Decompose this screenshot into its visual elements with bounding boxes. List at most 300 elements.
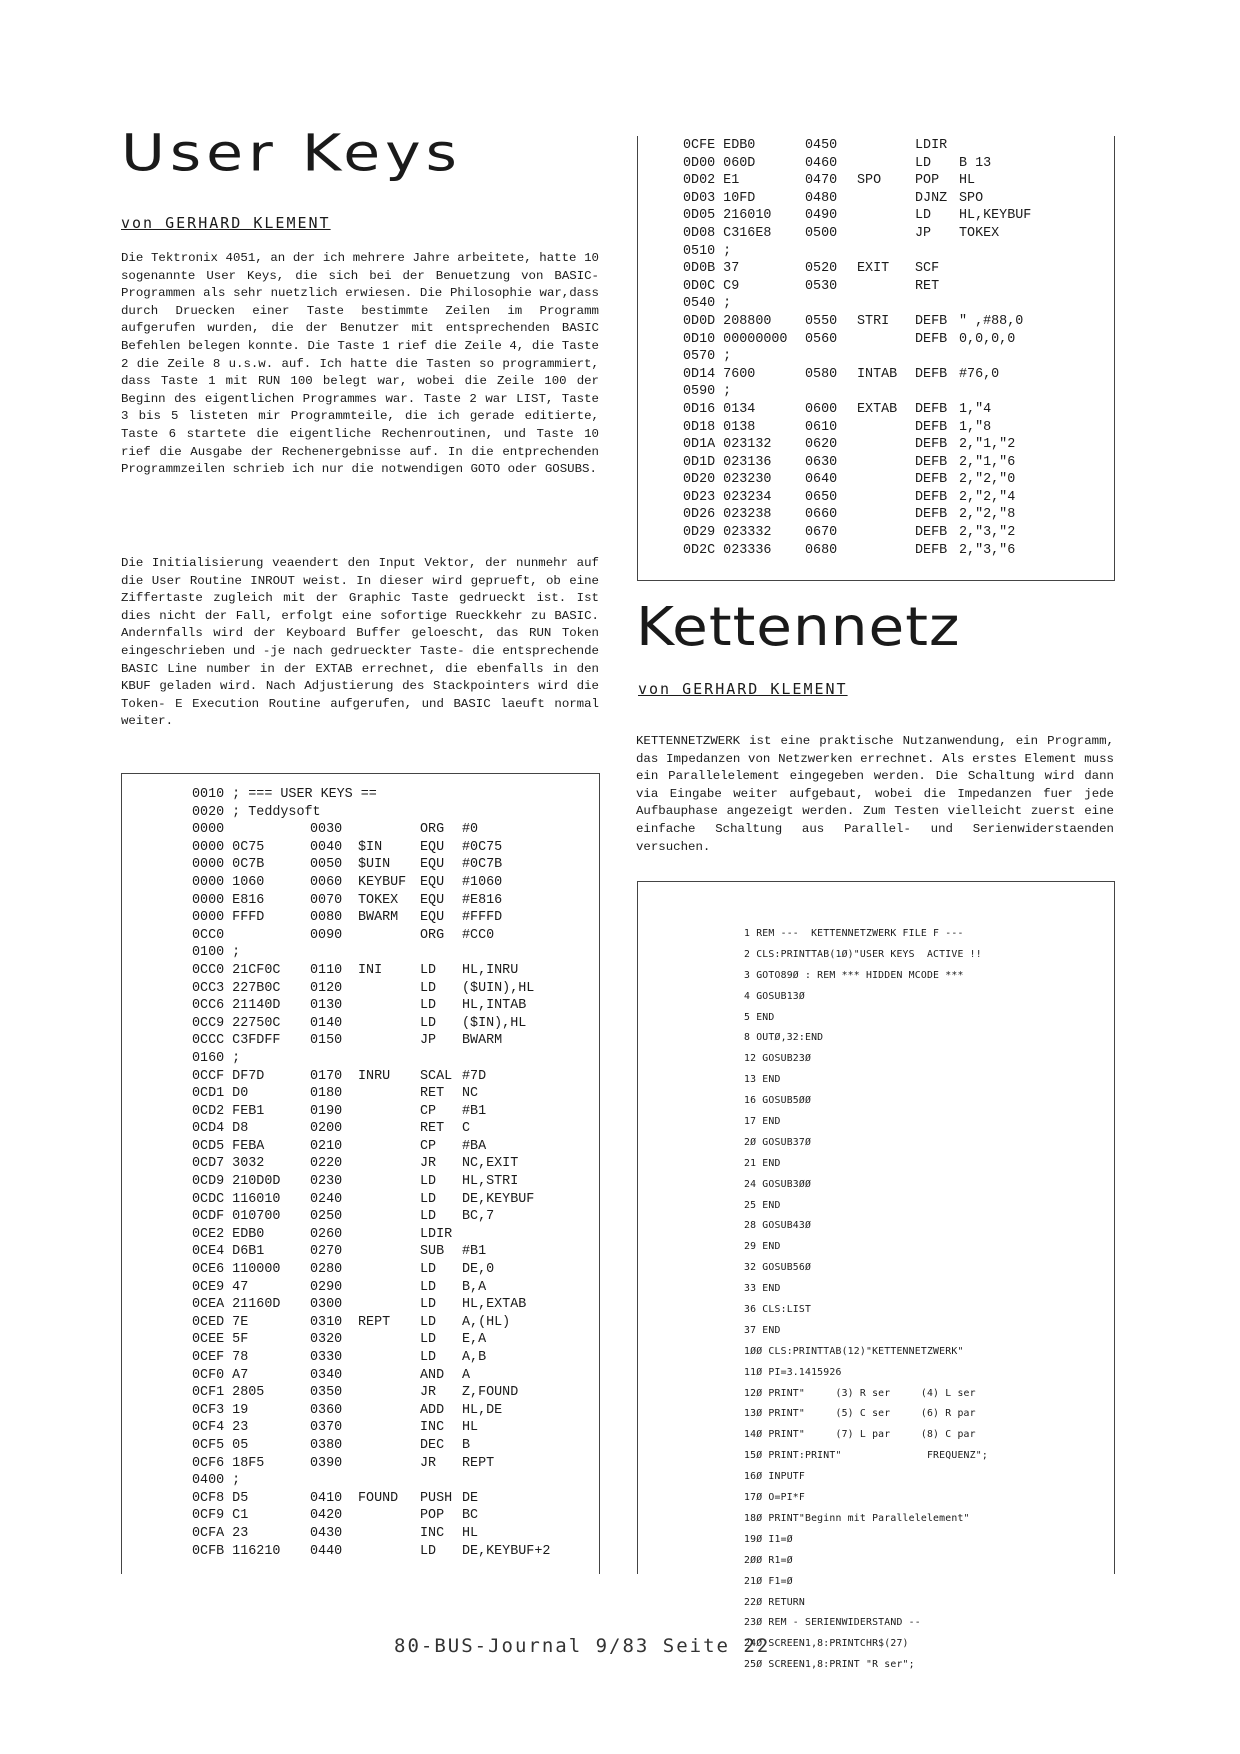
code-line-number: 0230 bbox=[310, 1174, 343, 1190]
code-label: REPT bbox=[358, 1314, 391, 1330]
code-comment: 0590 ; bbox=[683, 384, 732, 400]
code-operand: BC,7 bbox=[462, 1209, 495, 1225]
code-address: 0CED 7E bbox=[192, 1314, 249, 1330]
code-line-number: 0340 bbox=[310, 1367, 343, 1383]
code-line-number: 0090 bbox=[310, 927, 343, 943]
code-line bbox=[192, 1473, 592, 1491]
code-label bbox=[358, 1438, 420, 1456]
code-label: TOKEX bbox=[358, 892, 399, 908]
code-line bbox=[192, 1280, 592, 1298]
code-line bbox=[192, 1315, 592, 1333]
code-line-number: 0470 bbox=[805, 173, 838, 189]
code-operand: HL bbox=[462, 1420, 479, 1436]
code-line-number: 0060 bbox=[310, 874, 343, 890]
code-line-number: 0130 bbox=[310, 998, 343, 1014]
code-operand: #0 bbox=[462, 822, 479, 838]
code-operand: B,A bbox=[462, 1279, 487, 1295]
code-line bbox=[683, 156, 1103, 174]
code-line-number: 0190 bbox=[310, 1103, 343, 1119]
code-line-number: 0280 bbox=[310, 1262, 343, 1278]
code-address: 0D20 023230 bbox=[683, 472, 772, 488]
code-operand: DE,KEYBUF bbox=[462, 1191, 535, 1207]
code-operand: 2,"3,"6 bbox=[959, 542, 1016, 558]
basic-line: 4 GOSUB13Ø bbox=[744, 990, 805, 1002]
code-opcode: EQU bbox=[420, 857, 445, 873]
article2-byline: von GERHARD KLEMENT bbox=[638, 680, 848, 698]
article1-byline: von GERHARD KLEMENT bbox=[121, 214, 331, 232]
article2-title: Kettennetz bbox=[636, 595, 961, 658]
code-opcode: LD bbox=[915, 208, 932, 224]
code-line bbox=[192, 1192, 592, 1210]
code-address: 0CC0 21CF0C bbox=[192, 962, 281, 978]
code-operand: HL bbox=[959, 173, 976, 189]
code-address: 0CFA 23 bbox=[192, 1525, 249, 1541]
code-opcode: LD bbox=[420, 1209, 437, 1225]
code-label bbox=[857, 208, 915, 226]
code-address: 0CF5 05 bbox=[192, 1437, 249, 1453]
code-line bbox=[192, 1508, 592, 1526]
code-address: 0CF6 18F5 bbox=[192, 1455, 265, 1471]
basic-line: 32 GOSUB56Ø bbox=[744, 1262, 812, 1274]
code-label bbox=[358, 1385, 420, 1403]
basic-line: 17 END bbox=[744, 1116, 781, 1128]
code-opcode: DEFB bbox=[915, 525, 948, 541]
code-line bbox=[192, 1156, 592, 1174]
code-line bbox=[192, 981, 592, 999]
code-label: BWARM bbox=[358, 910, 399, 926]
code-label bbox=[358, 1104, 420, 1122]
basic-line: 12Ø PRINT" (3) R ser (4) L ser bbox=[744, 1387, 976, 1399]
code-label: EXIT bbox=[857, 261, 890, 277]
code-label: INI bbox=[358, 962, 383, 978]
code-address: 0CFB 116210 bbox=[192, 1543, 281, 1559]
basic-line: 21Ø F1=Ø bbox=[744, 1575, 793, 1587]
code-operand: HL,INRU bbox=[462, 962, 519, 978]
code-opcode: DJNZ bbox=[915, 190, 948, 206]
code-line-number: 0180 bbox=[310, 1086, 343, 1102]
code-line bbox=[192, 1526, 592, 1544]
code-line-number: 0420 bbox=[310, 1508, 343, 1524]
code-operand: A bbox=[462, 1367, 471, 1383]
code-label bbox=[358, 1526, 420, 1544]
code-line-number: 0110 bbox=[310, 962, 343, 978]
code-address: 0D02 E1 bbox=[683, 173, 740, 189]
basic-line: 37 END bbox=[744, 1324, 781, 1336]
code-label bbox=[857, 507, 915, 525]
code-line bbox=[192, 963, 592, 981]
code-line bbox=[192, 928, 592, 946]
code-line bbox=[683, 525, 1103, 543]
code-operand: B bbox=[462, 1437, 471, 1453]
code-operand: #BA bbox=[462, 1138, 487, 1154]
code-operand: 0,0,0,0 bbox=[959, 331, 1016, 347]
code-line bbox=[683, 507, 1103, 525]
code-line-number: 0050 bbox=[310, 857, 343, 873]
code-opcode: POP bbox=[420, 1508, 445, 1524]
code-label bbox=[857, 490, 915, 508]
code-line bbox=[192, 1456, 592, 1474]
code-line-number: 0310 bbox=[310, 1314, 343, 1330]
basic-line: 1 REM --- KETTENNETZWERK FILE F --- bbox=[744, 928, 964, 939]
article1-paragraph-2: Die Initialisierung veaendert den Input Vektor, der nunmehr auf die User Routine INROUT weist. In dieser wird geprueft, ob eine Ziffertaste zugleich mit der Graphic Taste gedrueckt ist. Ist dies nicht der Fall, erfolgt eine sofortige Rueckkehr zu BASIC. Andernfalls wird der Keyboard Buffer geloescht, das RUN Token eingeschrieben und -je nach gedrueckter Taste- die entsprechende BASIC Line number in der EXTAB errechnet, die ebenfalls in den KBUF geladen wird. Nach Adjustierung des Stackpointers wird die Token- E Execution Routine aufgerufen, und BASIC laeuft normal weiter. bbox=[121, 556, 599, 729]
code-line-number: 0330 bbox=[310, 1350, 343, 1365]
code-operand: NC,EXIT bbox=[462, 1156, 519, 1172]
code-label bbox=[358, 1209, 420, 1227]
basic-line: 1ØØ CLS:PRINTTAB(12)"KETTENNETZWERK" bbox=[744, 1345, 964, 1357]
code-opcode: DEFB bbox=[915, 366, 948, 382]
code-operand: B 13 bbox=[959, 155, 992, 171]
code-label bbox=[358, 1403, 420, 1421]
code-line bbox=[192, 1368, 592, 1386]
code-address: 0CF3 19 bbox=[192, 1402, 249, 1418]
code-label bbox=[358, 1244, 420, 1262]
code-opcode: DEFB bbox=[915, 401, 948, 417]
code-comment: 0400 ; bbox=[192, 1473, 241, 1489]
code-comment: 0020 ; Teddysoft bbox=[192, 804, 321, 820]
code-label bbox=[857, 420, 915, 438]
code-label bbox=[857, 156, 915, 174]
code-address: 0CC0 bbox=[192, 927, 225, 943]
code-address: 0D1A 023132 bbox=[683, 437, 772, 453]
code-opcode: LD bbox=[420, 1174, 437, 1190]
code-comment: 0010 ; === USER KEYS == bbox=[192, 787, 377, 802]
code-label bbox=[358, 1139, 420, 1157]
code-label: KEYBUF bbox=[358, 874, 407, 890]
code-line-number: 0530 bbox=[805, 278, 838, 294]
code-operand: BC bbox=[462, 1508, 479, 1524]
basic-line: 19Ø I1=Ø bbox=[744, 1533, 793, 1545]
code-operand: SPO bbox=[959, 190, 984, 206]
code-address: 0CC3 227B0C bbox=[192, 980, 281, 996]
code-opcode: ORG bbox=[420, 927, 445, 943]
code-opcode: INC bbox=[420, 1525, 445, 1541]
code-line-number: 0080 bbox=[310, 910, 343, 926]
code-opcode: DEFB bbox=[915, 437, 948, 453]
code-address: 0CFE EDB0 bbox=[683, 138, 756, 153]
code-operand bbox=[959, 261, 1079, 279]
code-line-number: 0120 bbox=[310, 980, 343, 996]
code-line-number: 0390 bbox=[310, 1455, 343, 1471]
code-line-number: 0490 bbox=[805, 208, 838, 224]
code-operand: DE bbox=[462, 1490, 479, 1506]
code-line bbox=[192, 1332, 592, 1350]
code-address: 0D0B 37 bbox=[683, 261, 740, 277]
code-operand: #7D bbox=[462, 1068, 487, 1084]
code-operand: #E816 bbox=[462, 892, 503, 908]
basic-line: 3 GOTO89Ø : REM *** HIDDEN MCODE *** bbox=[744, 969, 964, 981]
code-line-number: 0480 bbox=[805, 190, 838, 206]
code-operand: #76,0 bbox=[959, 366, 1000, 382]
basic-line: 24Ø SCREEN1,8:PRINTCHR$(27) bbox=[744, 1638, 909, 1650]
code-opcode: LD bbox=[420, 1015, 437, 1031]
code-opcode: LD bbox=[420, 998, 437, 1014]
code-operand: #CC0 bbox=[462, 927, 495, 943]
basic-line: 25Ø SCREEN1,8:PRINT "R ser"; bbox=[744, 1659, 915, 1671]
code-operand: 2,"3,"2 bbox=[959, 525, 1016, 541]
code-label bbox=[358, 928, 420, 946]
code-label bbox=[358, 1156, 420, 1174]
code-line bbox=[683, 296, 1103, 314]
basic-line: 8 OUTØ,32:END bbox=[744, 1032, 824, 1044]
code-operand: 2,"2,"4 bbox=[959, 489, 1016, 505]
code-line bbox=[192, 1385, 592, 1403]
code-label: INRU bbox=[358, 1068, 391, 1084]
code-line-number: 0350 bbox=[310, 1385, 343, 1401]
code-line bbox=[192, 875, 592, 893]
code-address: 0CE4 D6B1 bbox=[192, 1244, 265, 1260]
code-label bbox=[358, 1508, 420, 1526]
basic-line: 2ØØ R1=Ø bbox=[744, 1554, 793, 1566]
code-address: 0D23 023234 bbox=[683, 489, 772, 505]
code-opcode: RET bbox=[420, 1086, 445, 1102]
code-address: 0D0C C9 bbox=[683, 278, 740, 294]
code-opcode: JR bbox=[420, 1385, 437, 1401]
basic-line: 2 CLS:PRINTTAB(1Ø)"USER KEYS ACTIVE !! bbox=[744, 948, 982, 960]
basic-line: 15Ø PRINT:PRINT" FREQUENZ"; bbox=[744, 1450, 988, 1462]
code-operand: HL,EXTAB bbox=[462, 1297, 527, 1313]
code-line bbox=[192, 857, 592, 875]
code-operand: 2,"1,"2 bbox=[959, 437, 1016, 453]
code-opcode: DEFB bbox=[915, 313, 948, 329]
code-line bbox=[192, 1491, 592, 1509]
code-line bbox=[683, 420, 1103, 438]
code-address: 0000 bbox=[192, 822, 225, 838]
code-label bbox=[358, 1280, 420, 1298]
code-label: $IN bbox=[358, 839, 383, 855]
code-line-number: 0410 bbox=[310, 1490, 343, 1506]
code-address: 0CF9 C1 bbox=[192, 1508, 249, 1524]
code-operand: TOKEX bbox=[959, 225, 1000, 241]
code-line-number: 0250 bbox=[310, 1209, 343, 1225]
code-label: STRI bbox=[857, 313, 890, 329]
basic-line: 14Ø PRINT" (7) L par (8) C par bbox=[744, 1429, 976, 1441]
code-line bbox=[192, 1297, 592, 1315]
code-opcode: EQU bbox=[420, 910, 445, 926]
code-line bbox=[683, 191, 1103, 209]
code-line bbox=[683, 384, 1103, 402]
basic-line: 24 GOSUB3ØØ bbox=[744, 1178, 812, 1190]
code-operand: HL bbox=[462, 1525, 479, 1541]
code-line-number: 0150 bbox=[310, 1033, 343, 1049]
code-line bbox=[192, 1420, 592, 1438]
code-label bbox=[358, 998, 420, 1016]
code-label bbox=[857, 437, 915, 455]
code-label bbox=[358, 1262, 420, 1280]
code-line bbox=[683, 279, 1103, 297]
code-opcode: LDIR bbox=[420, 1226, 453, 1242]
code-line-number: 0270 bbox=[310, 1244, 343, 1260]
code-operand: HL,STRI bbox=[462, 1174, 519, 1190]
code-address: 0CC9 22750C bbox=[192, 1015, 281, 1031]
code-line bbox=[192, 1244, 592, 1262]
code-address: 0CD2 FEB1 bbox=[192, 1103, 265, 1119]
code-label bbox=[358, 1350, 420, 1368]
code-label: FOUND bbox=[358, 1490, 399, 1506]
code-line bbox=[683, 455, 1103, 473]
code-opcode: RET bbox=[420, 1121, 445, 1137]
code-address: 0CEA 21160D bbox=[192, 1297, 281, 1313]
code-address: 0CE6 110000 bbox=[192, 1262, 281, 1278]
code-opcode: EQU bbox=[420, 892, 445, 908]
code-opcode: DEFB bbox=[915, 489, 948, 505]
code-line bbox=[192, 822, 592, 840]
code-label bbox=[857, 279, 915, 297]
code-line bbox=[192, 1033, 592, 1051]
code-operand: 1,"8 bbox=[959, 419, 992, 435]
code-line bbox=[192, 1139, 592, 1157]
code-line-number: 0360 bbox=[310, 1402, 343, 1418]
code-opcode: RET bbox=[915, 278, 940, 294]
code-opcode: AND bbox=[420, 1367, 445, 1383]
basic-line: 28 GOSUB43Ø bbox=[744, 1220, 812, 1232]
article1-paragraph-1: Die Tektronix 4051, an der ich mehrere Jahre arbeitete, hatte 10 sogenannte User Keys, die sich bei der Benuetzung von BASIC-Programmen als sehr nuetzlich erwiesen. Die Philosophie war,dass durch Druecken einer Taste bestimmte Zeilen im Programm aufgerufen wurden, die der Benutzer mit entsprechenden BASIC Befehlen belegen konnte. Die Taste 1 rief die Zeile 4, die Taste 2 die Zeile 8 u.s.w. auf. Ich hatte die Tasten so programmiert, dass Taste 1 mit RUN 100 belegt war, wobei die Zeile 100 der Beginn des eigentlichen Programmes war. Taste 2 war LIST, Taste 3 bis 5 listeten mir Programmteile, die ich gerade editierte, Taste 6 startete die eigentliche Rechenroutinen, und Taste 10 rief die Ausgabe der Rechenergebnisse auf. In die entprechenden Programmzeilen schrieb ich nur die notwendigen GOTO oder GOSUBS. bbox=[121, 251, 599, 477]
code-address: 0CF4 23 bbox=[192, 1420, 249, 1436]
code-line bbox=[192, 1104, 592, 1122]
code-line-number: 0660 bbox=[805, 507, 838, 523]
code-line bbox=[192, 1174, 592, 1192]
code-line-number: 0290 bbox=[310, 1279, 343, 1295]
code-line bbox=[683, 490, 1103, 508]
code-label bbox=[358, 1456, 420, 1474]
code-label bbox=[857, 332, 915, 350]
code-operand: Z,FOUND bbox=[462, 1385, 519, 1401]
code-label bbox=[358, 1192, 420, 1210]
code-label bbox=[857, 543, 915, 561]
code-opcode: JR bbox=[420, 1156, 437, 1172]
basic-line: 29 END bbox=[744, 1241, 781, 1253]
code-line bbox=[192, 1403, 592, 1421]
code-label bbox=[358, 822, 420, 840]
basic-line: 18Ø PRINT"Beginn mit Parallelelement" bbox=[744, 1512, 970, 1524]
code-comment: 0160 ; bbox=[192, 1050, 241, 1066]
basic-line: 17Ø O=PI*F bbox=[744, 1492, 805, 1504]
code-operand: 2,"2,"0 bbox=[959, 472, 1016, 488]
listing1-assembly-code bbox=[192, 787, 592, 1561]
code-opcode: ORG bbox=[420, 822, 445, 838]
code-address: 0D2C 023336 bbox=[683, 542, 772, 558]
code-address: 0CF0 A7 bbox=[192, 1367, 249, 1383]
code-label: EXTAB bbox=[857, 401, 898, 417]
code-operand: NC bbox=[462, 1086, 479, 1102]
code-address: 0D29 023332 bbox=[683, 525, 772, 541]
code-line-number: 0040 bbox=[310, 839, 343, 855]
code-operand: #0C75 bbox=[462, 839, 503, 855]
basic-line: 11Ø PI=3.1415926 bbox=[744, 1366, 842, 1378]
code-line-number: 0210 bbox=[310, 1138, 343, 1154]
code-address: 0CF8 D5 bbox=[192, 1490, 249, 1506]
code-operand: REPT bbox=[462, 1455, 495, 1471]
code-operand: #1060 bbox=[462, 874, 503, 890]
code-opcode: LD bbox=[915, 155, 932, 171]
code-line bbox=[683, 138, 1103, 156]
code-label: $UIN bbox=[358, 857, 391, 873]
code-address: 0D08 C316E8 bbox=[683, 225, 772, 241]
code-opcode: LD bbox=[420, 1350, 437, 1365]
code-line-number: 0220 bbox=[310, 1156, 343, 1172]
code-line-number: 0260 bbox=[310, 1226, 343, 1242]
basic-line: 25 END bbox=[744, 1199, 781, 1211]
code-address: 0D1D 023136 bbox=[683, 454, 772, 470]
code-line-number: 0170 bbox=[310, 1068, 343, 1084]
code-line-number: 0430 bbox=[310, 1525, 343, 1541]
code-line bbox=[192, 1544, 592, 1562]
code-line bbox=[192, 893, 592, 911]
code-address: 0CEE 5F bbox=[192, 1332, 249, 1348]
code-operand: 2,"1,"6 bbox=[959, 454, 1016, 470]
code-opcode: EQU bbox=[420, 839, 445, 855]
code-operand: DE,0 bbox=[462, 1262, 495, 1278]
code-line bbox=[683, 261, 1103, 279]
code-opcode: DEFB bbox=[915, 542, 948, 558]
code-line bbox=[683, 244, 1103, 262]
code-opcode: SCAL bbox=[420, 1068, 453, 1084]
code-operand: E,A bbox=[462, 1332, 487, 1348]
code-operand: ($IN),HL bbox=[462, 1015, 527, 1031]
code-opcode: LD bbox=[420, 1332, 437, 1348]
code-opcode: ADD bbox=[420, 1402, 445, 1418]
code-line bbox=[683, 208, 1103, 226]
code-line bbox=[683, 314, 1103, 332]
code-line-number: 0240 bbox=[310, 1191, 343, 1207]
code-operand: A,(HL) bbox=[462, 1314, 511, 1330]
code-line bbox=[683, 349, 1103, 367]
code-line-number: 0630 bbox=[805, 454, 838, 470]
code-line-number: 0620 bbox=[805, 437, 838, 453]
code-opcode: DEFB bbox=[915, 419, 948, 435]
code-comment: 0570 ; bbox=[683, 349, 732, 365]
code-address: 0CC6 21140D bbox=[192, 998, 281, 1014]
code-line-number: 0520 bbox=[805, 261, 838, 277]
code-address: 0D10 00000000 bbox=[683, 331, 788, 347]
basic-listing bbox=[744, 928, 1104, 1680]
code-operand bbox=[462, 1227, 582, 1245]
code-label bbox=[857, 191, 915, 209]
code-opcode: SCF bbox=[915, 261, 940, 277]
code-opcode: INC bbox=[420, 1420, 445, 1436]
code-line bbox=[192, 1069, 592, 1087]
code-label bbox=[358, 1086, 420, 1104]
code-address: 0000 0C7B bbox=[192, 857, 265, 873]
code-line bbox=[192, 1121, 592, 1139]
code-address: 0CD1 D0 bbox=[192, 1086, 249, 1102]
code-label bbox=[857, 138, 915, 156]
code-operand: C bbox=[462, 1121, 471, 1137]
code-line-number: 0380 bbox=[310, 1437, 343, 1453]
code-line-number: 0500 bbox=[805, 225, 838, 241]
code-comment: 0100 ; bbox=[192, 945, 241, 961]
code-address: 0CD9 210D0D bbox=[192, 1174, 281, 1190]
code-label bbox=[358, 1033, 420, 1051]
code-label bbox=[358, 1544, 420, 1562]
code-address: 0CD4 D8 bbox=[192, 1121, 249, 1137]
code-address: 0CE9 47 bbox=[192, 1279, 249, 1295]
code-line bbox=[192, 998, 592, 1016]
code-line bbox=[683, 367, 1103, 385]
basic-line: 21 END bbox=[744, 1157, 781, 1169]
code-line bbox=[192, 1086, 592, 1104]
code-opcode: LD bbox=[420, 1191, 437, 1207]
basic-line: 36 CLS:LIST bbox=[744, 1304, 812, 1316]
code-line-number: 0370 bbox=[310, 1420, 343, 1436]
code-label bbox=[358, 1227, 420, 1245]
code-line bbox=[683, 226, 1103, 244]
code-opcode: DEC bbox=[420, 1437, 445, 1453]
page-footer: 80-BUS-Journal 9/83 Seite 22 bbox=[394, 1635, 771, 1657]
code-opcode: JP bbox=[915, 225, 932, 241]
code-line bbox=[683, 543, 1103, 561]
code-line-number: 0320 bbox=[310, 1332, 343, 1348]
code-address: 0CE2 EDB0 bbox=[192, 1226, 265, 1242]
